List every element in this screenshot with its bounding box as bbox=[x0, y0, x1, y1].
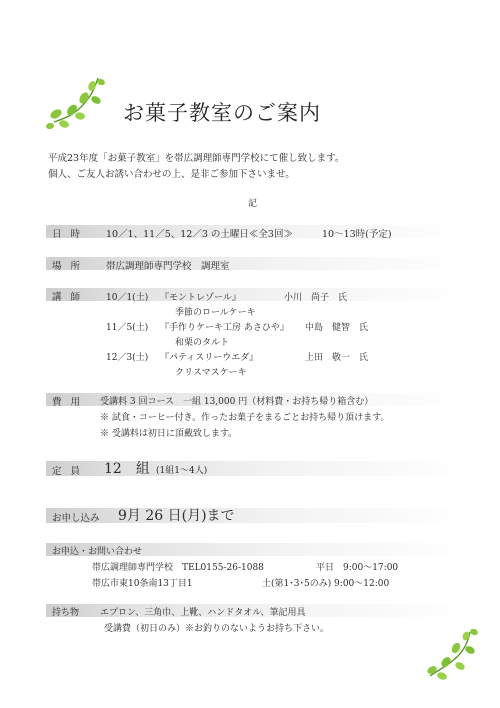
apply-deadline: 9月 26 日(月)まで bbox=[118, 508, 235, 524]
capacity-note: (1組1～4人) bbox=[156, 466, 208, 476]
schedule-label: 日 時 bbox=[52, 229, 84, 240]
leaf-sprig-icon bbox=[44, 74, 106, 130]
schedule-dates: 10／1、11／5、12／3 の土曜日≪全3回≫ bbox=[106, 229, 293, 240]
instructor-name: 小川 尚子 氏 bbox=[284, 293, 348, 303]
apply-band bbox=[46, 508, 466, 523]
apply-label: お申し込み bbox=[52, 513, 100, 524]
page-title: お菓子教室のご案内 bbox=[123, 101, 321, 125]
instructor-date: 12／3(土) bbox=[106, 353, 149, 363]
instructor-shop: 『パティスリーウエダ』 bbox=[160, 353, 259, 363]
instructor-date: 10／1(土) bbox=[106, 293, 149, 303]
intro-line-1: 平成23年度「お菓子教室」を帯広調理師専門学校にて催し致します。 bbox=[48, 153, 345, 164]
contact-address: 帯広市東10条南13丁目1 bbox=[92, 579, 193, 589]
belongings-label: 持ち物 bbox=[52, 608, 80, 618]
fee-label: 費 用 bbox=[52, 397, 84, 408]
schedule-time: 10～13時(予定) bbox=[322, 229, 392, 240]
instructor-name: 上田 敬一 氏 bbox=[305, 353, 369, 363]
capacity-value: 12 組 bbox=[104, 461, 150, 477]
contact-school: 帯広調理師専門学校 TEL0155-26-1088 bbox=[92, 563, 264, 573]
instructor-shop: 『モントレゾール』 bbox=[160, 293, 241, 303]
contact-label: お申込・お問い合わせ bbox=[52, 547, 143, 557]
instructor-shop: 『手作りケーキ工房 あさひや』 bbox=[160, 323, 289, 333]
capacity-label: 定 員 bbox=[52, 466, 84, 477]
belongings-line-1: エプロン、三角巾、上靴、ハンドタオル、筆記用具 bbox=[100, 608, 306, 618]
leaf-sprig-icon bbox=[422, 626, 478, 682]
ki-mark: 記 bbox=[248, 199, 258, 209]
fee-line-3: ※ 受講料は初日に頂戴致します。 bbox=[100, 429, 238, 439]
fee-line-2: ※ 試食・コーヒー付き。作ったお菓子をまるごとお持ち帰り頂けます。 bbox=[100, 413, 390, 423]
place-label: 場 所 bbox=[52, 261, 84, 272]
belongings-line-2: 受講費（初日のみ）※お釣りのないようお持ち下さい。 bbox=[104, 624, 330, 634]
instructor-menu: 和栗のタルト bbox=[175, 338, 230, 348]
contact-hours-weekday: 平日 9:00～17:00 bbox=[316, 563, 399, 573]
instructor-date: 11／5(土) bbox=[106, 323, 149, 333]
place-value: 帯広調理師専門学校 調理室 bbox=[106, 261, 230, 272]
instructor-menu: 季節のロールケーキ bbox=[175, 308, 256, 318]
intro-line-2: 個人、ご友人お誘い合わせの上、是非ご参加下さいませ。 bbox=[48, 169, 295, 180]
contact-hours-saturday: 土(第1･3･5のみ) 9:00～12:00 bbox=[262, 579, 390, 589]
instructor-menu: クリスマスケーキ bbox=[175, 368, 247, 378]
instructors-label: 講 師 bbox=[52, 292, 84, 303]
fee-line-1: 受講料 3 回コース 一組 13,000 円（材料費・お持ち帰り箱含む） bbox=[100, 397, 374, 407]
instructor-name: 中島 健智 氏 bbox=[305, 323, 369, 333]
